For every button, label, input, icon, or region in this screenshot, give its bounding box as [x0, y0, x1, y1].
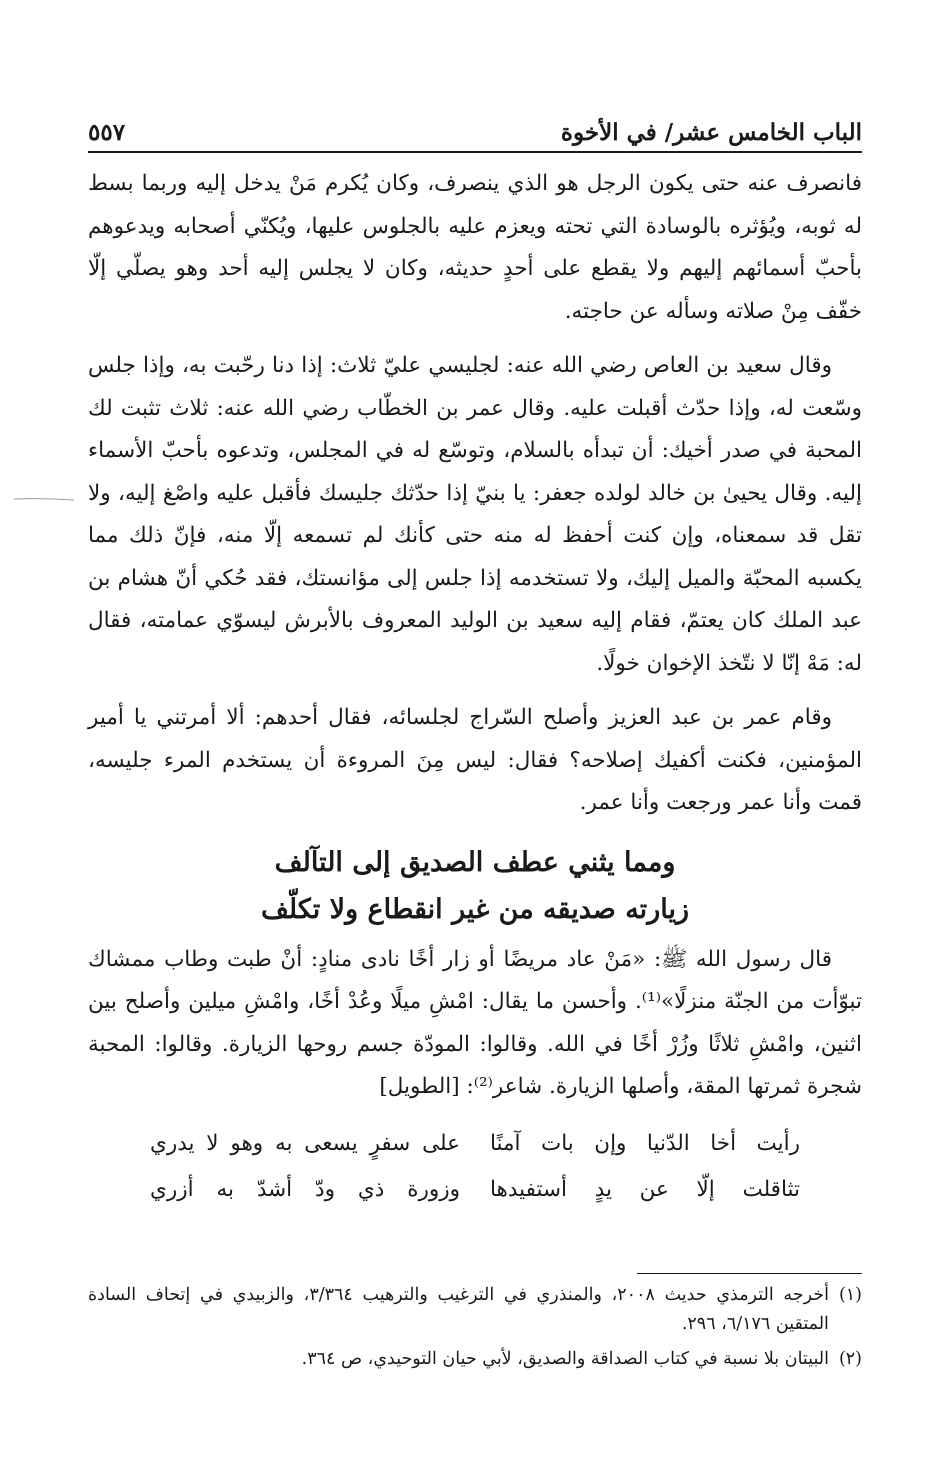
footnote-text: أخرجه الترمذي حديث ٢٠٠٨، والمنذري في الترغيب والترهيب ٣/٣٦٤، والزبيدي في إتحاف السادة المتقين ٦/١٧٦، ٢٩٦.	[88, 1285, 829, 1334]
chapter-title: الباب الخامس عشر/ في الأخوة	[560, 118, 862, 146]
paragraph-1: فانصرف عنه حتى يكون الرجل هو الذي ينصرف، وكان يُكرم مَنْ يدخل إليه وربما بسط له ثوبه، ويُؤثره بالوسادة التي تحته ويعزم عليه بالجلوس عليها، ويُكنّي أصحابه ويدعوهم بأحبّ أسمائهم إليهم ولا يقطع على أحدٍ حديثه، وكان لا يجلس إليه أحد وهو يصلّي إلّا خفّف مِنْ صلاته وسأله عن حاجته.	[88, 171, 862, 324]
footnote-number: (١)	[838, 1285, 862, 1305]
running-header	[88, 112, 862, 152]
page-body	[88, 163, 862, 1213]
section-heading-line-1: ومما يثني عطف الصديق إلى التآلف	[274, 846, 676, 878]
footnote-text: البيتان بلا نسبة في كتاب الصداقة والصديق، لأبي حيان التوحيدي، ص ٣٦٤.	[301, 1349, 829, 1369]
margin-pencil-mark	[14, 497, 74, 501]
poem-hemistich-first: تثاقلت إلّا عن يدٍ أستفيدها	[490, 1176, 800, 1202]
paragraph-2: وقال سعيد بن العاص رضي الله عنه: لجليسي عليّ ثلاث: إذا دنا رحّبت به، وإذا جلس وسّعت له، وإذا حدّث أقبلت عليه. وقال عمر بن الخطّاب رضي الله عنه: ثلاث تثبت لك المحبة في صدر أخيك: أن تبدأه بالسلام، وتوسّع له في المجلس، وتدعوه بأحبّ الأسماء إليه. وقال يحيىٰ بن خالد لولده جعفر: يا بنيّ إذا حدّثك جليسك فأقبل عليه واصْغ إليه، ولا تقل قد سمعناه، وإن كنت أحفظ له منه حتى كأنك لم تسمعه إلّا منه، فإنّ ذلك مما يكسبه المحبّة والميل إليك، ولا تستخدمه إذا جلس إلى مؤانستك، فقد حُكي أنّ هشام بن عبد الملك كان يعتمّ، فقام إليه سعيد بن الوليد المعروف بالأبرش ليسوّي عمامته، فقال له: مَهْ إنّا لا نتّخذ الإخوان خولًا.	[88, 353, 862, 676]
paragraph-4: قال رسول الله ﷺ: «مَنْ عاد مريضًا أو زار أخًا نادى منادٍ: أنْ طبت وطاب ممشاك تبوّأت من الجنّة منزلًا»⁽¹⁾. وأحسن ما يقال: امْشِ ميلًا وعُدْ أخًا، وامْشِ ميلين وأصلح بين اثنين، وامْشِ ثلاثًا وزُرْ أخًا في الله. وقالوا: المودّة جسم روحها الزيارة. وقالوا: المحبة شجرة ثمرتها المقة، وأصلها الزيارة. شاعر⁽²⁾: [الطويل]	[88, 946, 862, 1099]
footnotes	[88, 1281, 862, 1380]
poem-verse	[88, 1121, 862, 1167]
header-rule	[88, 151, 862, 153]
poem	[88, 1121, 862, 1213]
footnote-rule	[637, 1273, 862, 1274]
poem-hemistich-first: رأيت أخا الدّنيا وإن بات آمنًا	[490, 1130, 800, 1156]
footnote	[88, 1345, 862, 1374]
poem-hemistich-second: على سفرٍ يسعى به وهو لا يدري	[150, 1130, 460, 1156]
footnote-number: (٢)	[838, 1349, 862, 1369]
page-number: ٥٥٧	[88, 118, 126, 146]
poem-verse	[88, 1167, 862, 1213]
section-heading	[88, 839, 862, 933]
section-heading-line-2: زيارته صديقه من غير انقطاع ولا تكلّف	[260, 893, 690, 925]
poem-hemistich-second: وزورة ذي ودّ أشدّ به أزري	[150, 1176, 460, 1202]
paragraph-3: وقام عمر بن عبد العزيز وأصلح السّراج لجلسائه، فقال أحدهم: ألا أمرتني يا أمير المؤمنين، فكنت أكفيك إصلاحه؟ فقال: ليس مِنَ المروءة أن يستخدم المرء جليسه، قمت وأنا عمر ورجعت وأنا عمر.	[88, 705, 862, 815]
footnote	[88, 1281, 862, 1339]
